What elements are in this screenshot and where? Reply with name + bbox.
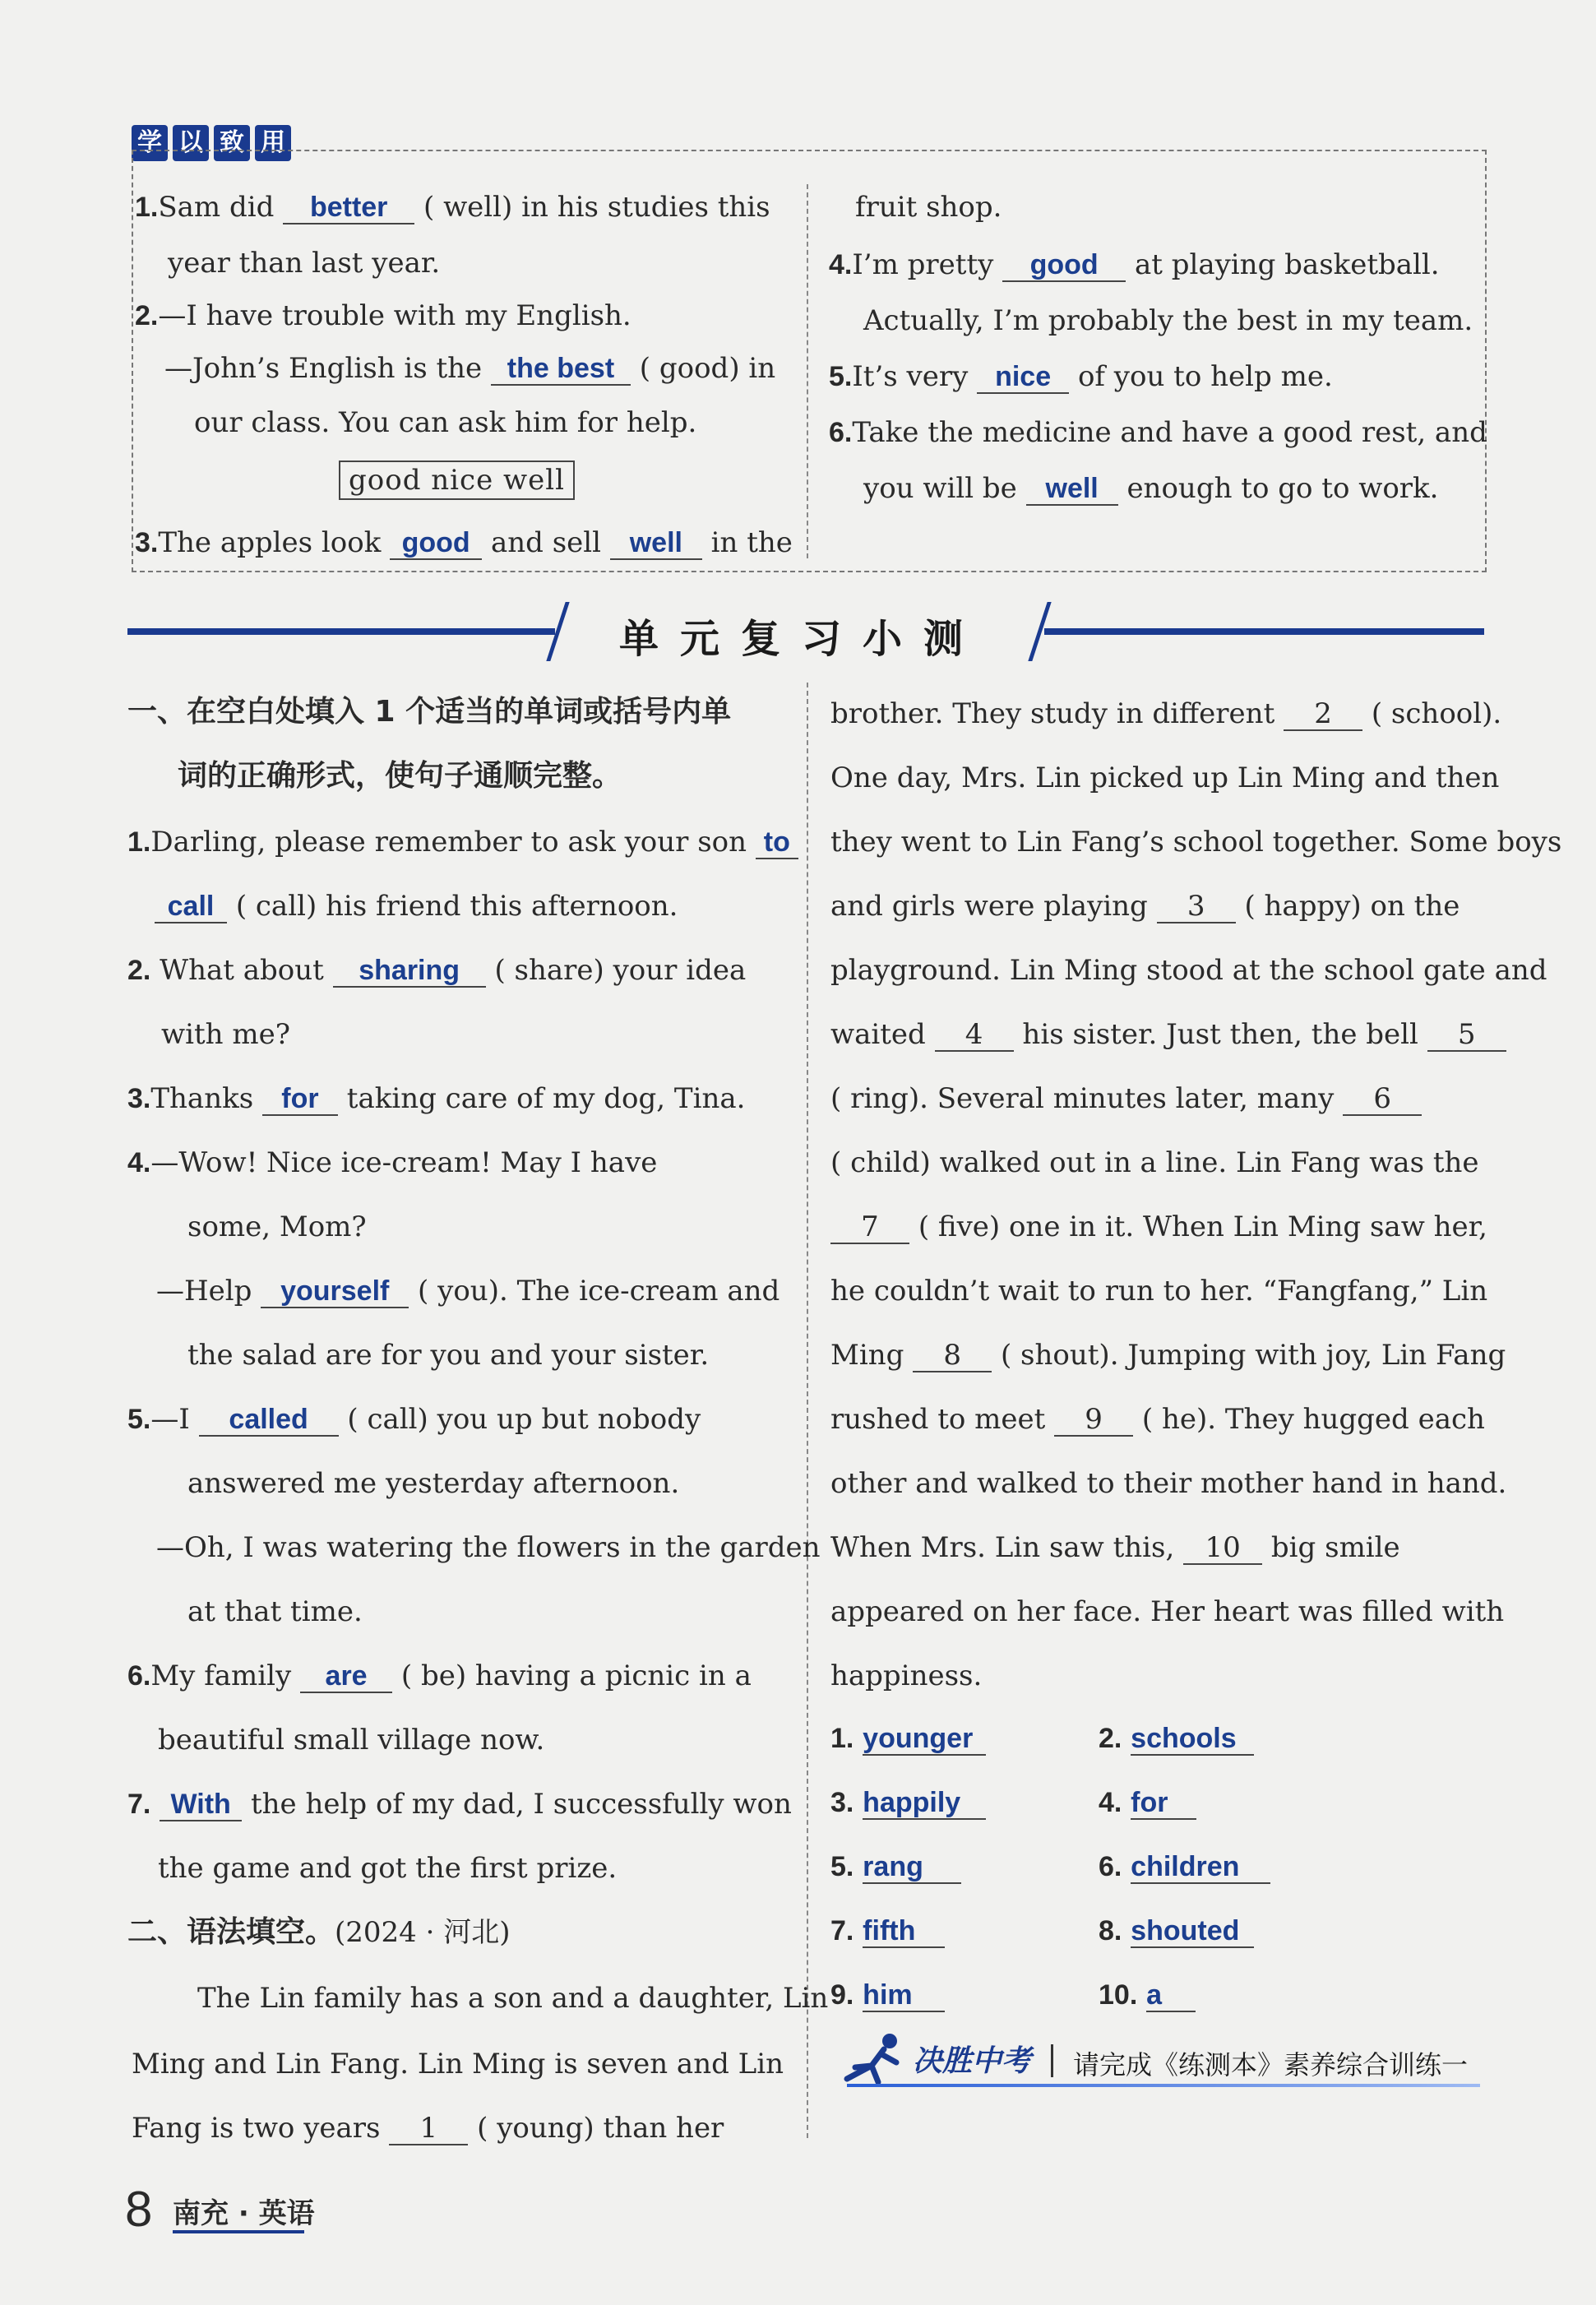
q-number: 3. xyxy=(830,1787,854,1818)
q-number: 2. xyxy=(127,955,151,986)
page-label: 南充 · 英语 xyxy=(173,2197,315,2230)
badge-char: 致 xyxy=(214,125,250,161)
q5 xyxy=(127,1403,701,1437)
section-two-heading xyxy=(127,1916,511,1949)
q-text: ( call) his friend this afternoon. xyxy=(235,890,678,923)
answer: shouted xyxy=(1131,1917,1254,1948)
source-text: (2024 · 河北) xyxy=(335,1916,511,1949)
answer: sharing xyxy=(333,956,486,988)
q-text: Sam did xyxy=(158,191,275,224)
answer: better xyxy=(283,193,414,224)
passage-line xyxy=(830,1339,1506,1372)
passage-line xyxy=(830,1403,1485,1437)
answer-item xyxy=(1099,1786,1196,1820)
banner-logo: 决胜中考 xyxy=(913,2044,1032,2078)
q-text: I’m pretty xyxy=(852,248,994,281)
q-text: Fang is two years xyxy=(132,2112,381,2145)
q7 xyxy=(127,1788,792,1821)
banner-text: 请完成《练测本》素养综合训练一 xyxy=(1073,2049,1469,2081)
answer: a xyxy=(1146,1981,1196,2012)
q3 xyxy=(127,1082,745,1116)
q4-d: the salad are for you and your sister. xyxy=(187,1339,710,1372)
page-number: 8 xyxy=(125,2182,153,2237)
q-text: What about xyxy=(160,954,324,987)
q-number: 4. xyxy=(127,1147,151,1178)
passage-line xyxy=(830,1082,1422,1116)
box-q4 xyxy=(829,248,1440,282)
q-text: When Mrs. Lin saw this, xyxy=(830,1531,1175,1564)
q-number: 3. xyxy=(135,527,159,558)
answer: called xyxy=(199,1405,339,1437)
answer: schools xyxy=(1131,1724,1254,1756)
passage-line xyxy=(830,697,1501,731)
q-text: ( school). xyxy=(1371,697,1502,730)
page-label-rule xyxy=(173,2230,304,2233)
answer: call xyxy=(155,892,227,923)
q1 xyxy=(127,826,798,859)
passage-line: other and walked to their mother hand in hand. xyxy=(830,1467,1507,1500)
passage-line: he couldn’t wait to run to her. “Fangfang,” Lin xyxy=(830,1275,1488,1308)
blank-number: 8 xyxy=(913,1341,992,1372)
q-text: Darling, please remember to ask your son xyxy=(150,826,747,859)
answer: well xyxy=(1026,474,1118,506)
q-text: ( share) your idea xyxy=(494,954,747,987)
q5-c: —Oh, I was watering the flowers in the garden xyxy=(156,1531,821,1564)
blank-number: 1 xyxy=(389,2114,468,2145)
q-number: 1. xyxy=(830,1723,854,1754)
section-one-heading: 一、在空白处填入 1 个适当的单词或括号内单 xyxy=(127,695,732,729)
passage-line: One day, Mrs. Lin picked up Lin Ming and then xyxy=(830,761,1500,794)
q-text: ( young) than her xyxy=(477,2112,724,2145)
banner-separator xyxy=(1051,2044,1053,2077)
q-text: Take the medicine and have a good rest, and xyxy=(852,416,1487,449)
box-q6 xyxy=(829,416,1487,449)
q-number: 1. xyxy=(127,826,151,858)
q6 xyxy=(127,1659,752,1693)
box-q1-cont: year than last year. xyxy=(168,247,441,280)
passage-line: Ming and Lin Fang. Lin Ming is seven and Lin xyxy=(132,2048,784,2081)
answer: good xyxy=(390,529,482,560)
q-text: ( happy) on the xyxy=(1244,890,1460,923)
title-rule-left xyxy=(127,628,555,635)
q4-c xyxy=(156,1275,779,1308)
passage-line xyxy=(830,890,1460,923)
q-text: Thanks xyxy=(150,1082,254,1115)
passage-line: The Lin family has a son and a daughter, Lin xyxy=(197,1982,829,2015)
q-text: ( he). They hugged each xyxy=(1141,1403,1485,1436)
q-text: The apples look xyxy=(158,526,382,559)
q-text: —Wow! Nice ice-cream! May I have xyxy=(150,1146,658,1179)
title-rule-right xyxy=(1044,628,1484,635)
q6-cont: beautiful small village now. xyxy=(158,1724,545,1757)
answer: nice xyxy=(977,363,1069,394)
answer: to xyxy=(756,828,798,859)
q-text: —John’s English is the xyxy=(164,352,483,385)
q5-d: at that time. xyxy=(187,1595,363,1628)
passage-line: playground. Lin Ming stood at the school gate and xyxy=(830,954,1547,987)
blank-number: 10 xyxy=(1183,1534,1262,1565)
box-q2-c: our class. You can ask him for help. xyxy=(194,406,697,439)
answer: him xyxy=(863,1981,945,2012)
box-divider xyxy=(807,184,808,558)
q-text: brother. They study in different xyxy=(830,697,1275,730)
blank-number: 9 xyxy=(1054,1405,1133,1437)
q5-b: answered me yesterday afternoon. xyxy=(187,1467,680,1500)
passage-line xyxy=(830,1531,1400,1565)
q-number: 6. xyxy=(1099,1851,1122,1882)
q-number: 10. xyxy=(1099,1979,1138,2011)
q-number: 6. xyxy=(829,417,853,448)
q-text: and sell xyxy=(490,526,602,559)
q-text: It’s very xyxy=(852,360,969,393)
answer: With xyxy=(160,1790,242,1821)
q-text: at playing basketball. xyxy=(1134,248,1440,281)
answer: well xyxy=(610,529,702,560)
passage-line xyxy=(132,2112,724,2145)
q-number: 2. xyxy=(1099,1723,1122,1754)
badge-char: 用 xyxy=(255,125,291,161)
answer-item xyxy=(1099,1979,1196,2012)
blank-number: 4 xyxy=(935,1021,1014,1052)
passage-line xyxy=(830,1018,1506,1052)
q-text: his sister. Just then, the bell xyxy=(1022,1018,1418,1051)
answer: children xyxy=(1131,1853,1270,1884)
passage-line: appeared on her face. Her heart was filled with xyxy=(830,1595,1505,1628)
q-text: you will be xyxy=(863,472,1017,505)
q2 xyxy=(127,954,746,988)
q-text: ( be) having a picnic in a xyxy=(400,1659,752,1692)
q-text: Ming xyxy=(830,1339,904,1372)
blank-number: 5 xyxy=(1427,1021,1506,1052)
q-number: 4. xyxy=(829,249,853,280)
q-text: —I xyxy=(150,1403,190,1436)
q-number: 6. xyxy=(127,1660,151,1692)
answer: good xyxy=(1002,251,1126,282)
answer: are xyxy=(300,1662,392,1693)
q-text: —Help xyxy=(156,1275,252,1308)
q4 xyxy=(127,1146,657,1179)
q-number: 2. xyxy=(135,300,159,331)
q-number: 4. xyxy=(1099,1787,1122,1818)
q-text: My family xyxy=(150,1659,292,1692)
answer-item xyxy=(1099,1850,1270,1884)
heading-text: 二、语法填空。 xyxy=(127,1915,335,1949)
badge-char: 学 xyxy=(132,125,168,161)
q-text: of you to help me. xyxy=(1077,360,1333,393)
box-q2 xyxy=(135,299,631,332)
q-number: 7. xyxy=(127,1789,151,1820)
answer-item xyxy=(830,1722,986,1756)
banner-underline xyxy=(847,2084,1480,2087)
q-text: ( you). The ice-cream and xyxy=(418,1275,780,1308)
answer-item xyxy=(1099,1722,1254,1756)
q-number: 7. xyxy=(830,1915,854,1946)
q-text: and girls were playing xyxy=(830,890,1148,923)
answer-item xyxy=(830,1979,945,2012)
q2-cont: with me? xyxy=(161,1018,290,1051)
answer-item xyxy=(830,1786,986,1820)
blank-number: 6 xyxy=(1343,1085,1422,1116)
q4-b: some, Mom? xyxy=(187,1210,367,1243)
box-q4-cont: Actually, I’m probably the best in my team. xyxy=(863,304,1473,337)
q-number: 8. xyxy=(1099,1915,1122,1946)
answer: yourself xyxy=(261,1277,409,1308)
word-box: good nice well xyxy=(339,461,575,500)
answer-item xyxy=(830,1850,961,1884)
q-text: ( shout). Jumping with joy, Lin Fang xyxy=(1000,1339,1506,1372)
q-number: 5. xyxy=(127,1404,151,1435)
passage-line: happiness. xyxy=(830,1659,983,1692)
q-text: ( five) one in it. When Lin Ming saw her, xyxy=(918,1210,1487,1243)
q-text: in the xyxy=(710,526,793,559)
q-number: 9. xyxy=(830,1979,854,2011)
q-text: rushed to meet xyxy=(830,1403,1046,1436)
section-one-heading-cont: 词的正确形式，使句子通顺完整。 xyxy=(178,759,622,793)
answer: the best xyxy=(491,354,631,386)
answer-item xyxy=(1099,1914,1254,1948)
passage-line: they went to Lin Fang’s school together. Some boys xyxy=(830,826,1562,859)
box-q2-b xyxy=(164,352,775,386)
box-q3-cont: fruit shop. xyxy=(855,191,1002,224)
passage-line xyxy=(830,1210,1487,1244)
q-text: ( good) in xyxy=(639,352,776,385)
box-q6-cont xyxy=(863,472,1438,506)
blank-number: 7 xyxy=(830,1213,909,1244)
q-number: 3. xyxy=(127,1083,151,1114)
column-divider xyxy=(807,683,808,2138)
section-title: 单元复习小测 xyxy=(618,616,984,662)
q-text: ( ring). Several minutes later, many xyxy=(830,1082,1335,1115)
box-q3 xyxy=(135,526,793,560)
q-text: waited xyxy=(830,1018,926,1051)
q-text: big smile xyxy=(1270,1531,1400,1564)
answer: rang xyxy=(863,1853,961,1884)
answer: fifth xyxy=(863,1917,945,1948)
q-text: the help of my dad, I successfully won xyxy=(250,1788,792,1821)
q-number: 1. xyxy=(135,192,159,223)
answer: happily xyxy=(863,1789,986,1820)
q-text: —I have trouble with my English. xyxy=(158,299,631,332)
q-text: enough to go to work. xyxy=(1126,472,1439,505)
q-number: 5. xyxy=(830,1851,854,1882)
q-text: taking care of my dog, Tina. xyxy=(346,1082,746,1115)
q7-cont: the game and got the first prize. xyxy=(158,1852,618,1885)
answer: for xyxy=(262,1085,338,1116)
answer: younger xyxy=(863,1724,986,1756)
q-text: ( call) you up but nobody xyxy=(347,1403,701,1436)
answer-item xyxy=(830,1914,945,1948)
badge-char: 以 xyxy=(173,125,209,161)
q-text: ( well) in his studies this xyxy=(423,191,770,224)
box-q5 xyxy=(829,360,1333,394)
running-figure-icon xyxy=(839,2031,913,2089)
q-number: 5. xyxy=(829,361,853,392)
q1-cont xyxy=(155,890,678,923)
blank-number: 3 xyxy=(1157,892,1236,923)
box-q1 xyxy=(135,191,770,224)
passage-line: ( child) walked out in a line. Lin Fang was the xyxy=(830,1146,1479,1179)
answer: for xyxy=(1131,1789,1196,1820)
blank-number: 2 xyxy=(1284,700,1362,731)
